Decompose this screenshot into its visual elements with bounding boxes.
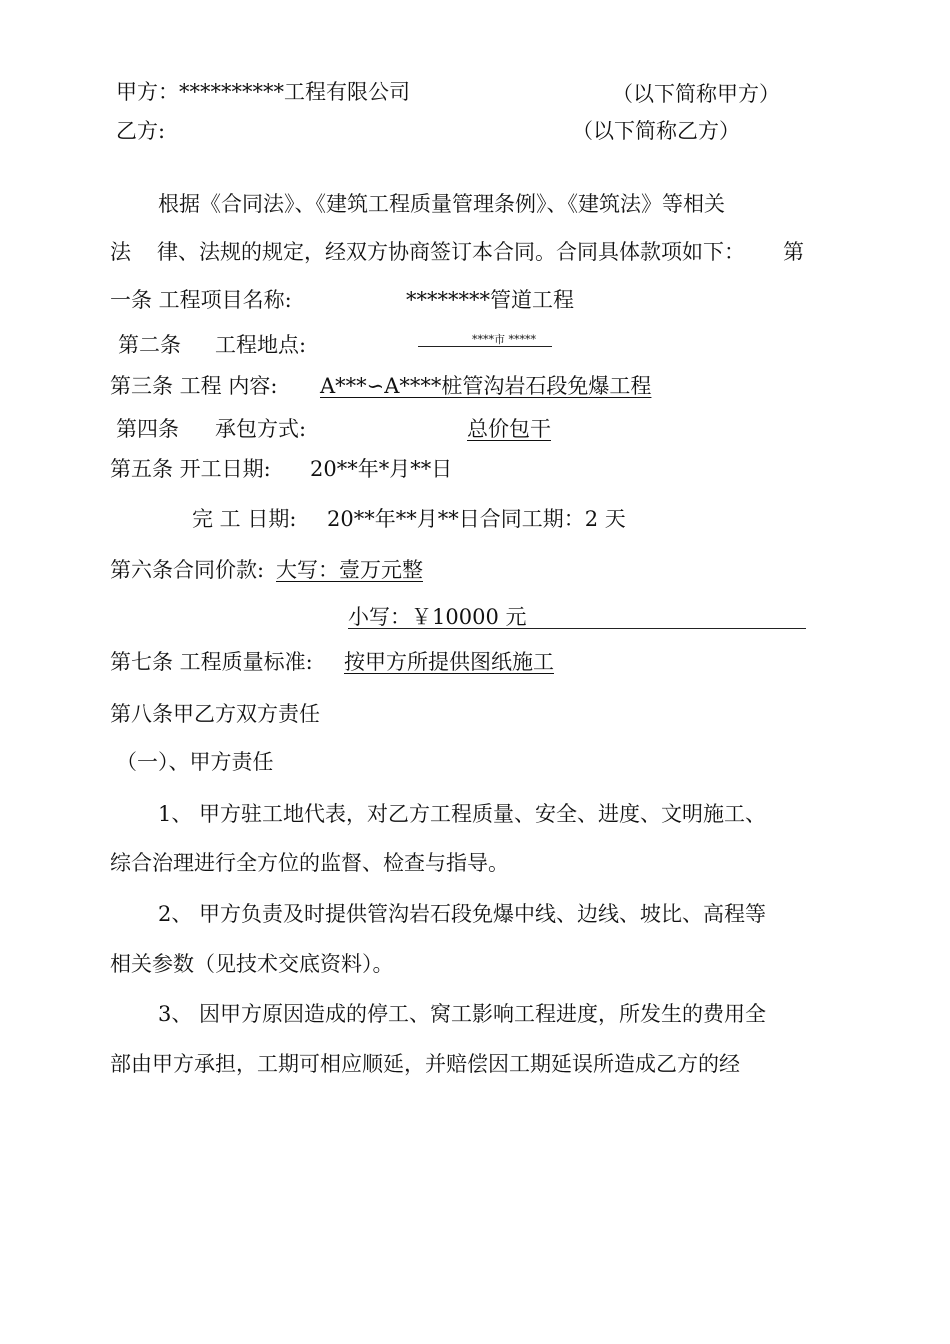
intro-line-2: 律、法规的规定，经双方协商签订本合同。合同具体款项如下： [157,240,745,264]
article-2-label: 第二条 [118,333,181,357]
completion-date-value: 20**年**月**日合同工期：2 天 [327,507,626,531]
article-2-underline [418,346,552,347]
item-1-line-1: 1、 甲方驻工地代表，对乙方工程质量、安全、进度、文明施工、 [158,802,767,826]
item-3-line-2: 部由甲方承担，工期可相应顺延，并赔偿因工期延误所造成乙方的经 [110,1052,740,1076]
article-8-heading: 第八条甲乙方双方责任 [110,702,320,726]
article-6-small-value: 小写：￥10000 元 [348,605,527,629]
article-1-label: 一条 工程项目名称: [110,288,292,312]
party-b-note: （以下简称乙方） [572,119,740,143]
intro-line-1: 根据《合同法》、《建筑工程质量管理条例》、《建筑法》等相关 [158,192,725,216]
party-b-label: 乙方: [116,119,166,143]
section-1-heading: （一）、甲方责任 [116,750,274,774]
article-4-label-2: 承包方式: [215,417,307,441]
article-3-value: A***∽A****桩管沟岩石段免爆工程 [320,374,652,398]
item-2-line-2: 相关参数（见技术交底资料）。 [110,952,394,976]
article-5-value: 20**年*月**日 [310,457,453,481]
article-6-value: 大写：壹万元整 [276,558,423,582]
article-1-value: ********管道工程 [406,288,574,312]
article-4-label: 第四条 [116,417,179,441]
intro-line-2-end: 第 [783,240,804,264]
intro-line-2-start: 法 [110,240,131,264]
item-1-line-2: 综合治理进行全方位的监督、检查与指导。 [110,851,509,875]
article-2-value: ****市 ***** [472,333,536,346]
item-3-line-1: 3、 因甲方原因造成的停工、窝工影响工程进度，所发生的费用全 [158,1002,767,1026]
completion-date-label: 完 工 日期: [192,507,297,531]
party-a-note: （以下简称甲方） [612,82,780,106]
article-7-value: 按甲方所提供图纸施工 [344,650,554,674]
party-a-label: 甲方：**********工程有限公司 [116,80,410,104]
article-7-label: 第七条 工程质量标准: [110,650,313,674]
article-5-label: 第五条 开工日期: [110,457,271,481]
article-3-label: 第三条 工程 内容: [110,374,278,398]
item-2-line-1: 2、 甲方负责及时提供管沟岩石段免爆中线、边线、坡比、高程等 [158,902,767,926]
article-4-value: 总价包干 [467,417,551,441]
article-2-label-2: 工程地点: [215,333,307,357]
article-6-label: 第六条合同价款: [110,558,265,582]
article-6-underline [348,628,806,629]
